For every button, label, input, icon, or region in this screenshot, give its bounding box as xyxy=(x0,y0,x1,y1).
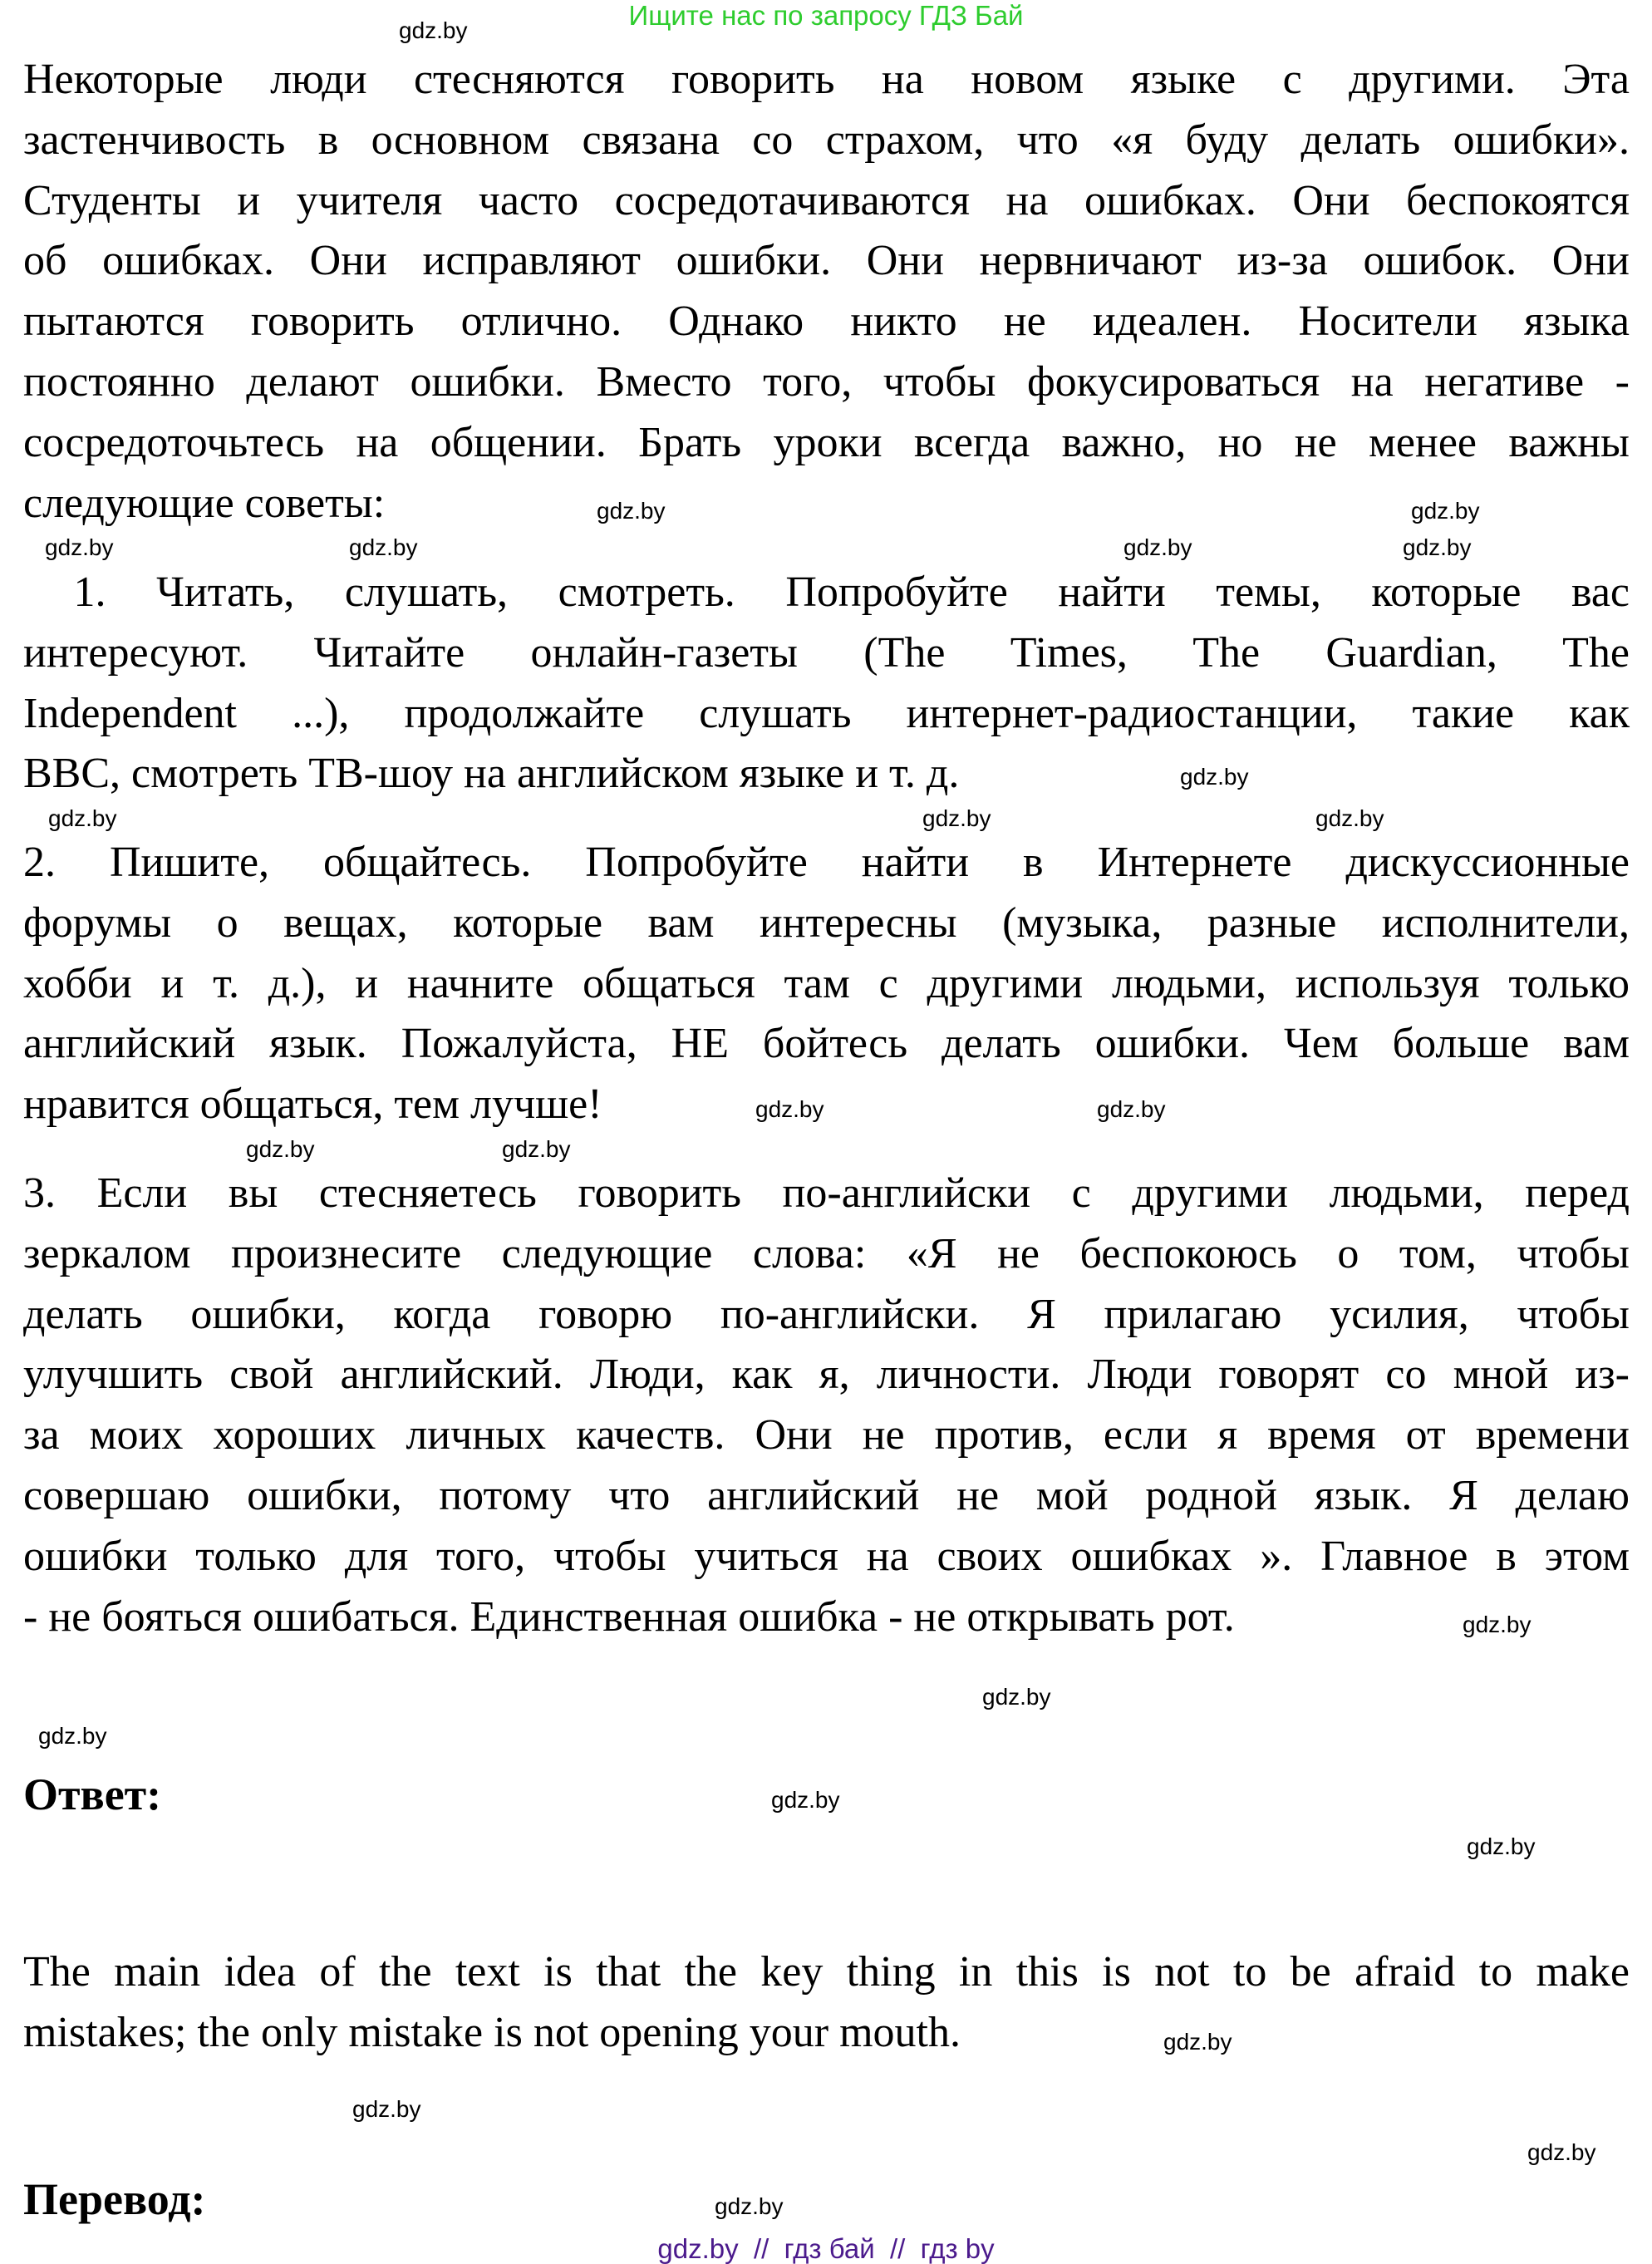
text-line: 3. Если вы стесняетесь говорить по-английски с другими людьми, перед xyxy=(23,1169,1630,1217)
text-line: mistakes; the only mistake is not opening your mouth. xyxy=(23,2008,961,2056)
watermark: gdz.by xyxy=(771,1787,840,1813)
footer-links: gdz.by // гдз бай // гдз by xyxy=(657,2233,995,2264)
text-line: пытаются говорить отлично. Однако никто не идеален. Носители языка xyxy=(23,298,1630,346)
tip-2-paragraph xyxy=(23,833,1630,1135)
text-line: следующие советы: xyxy=(23,479,386,527)
watermark: gdz.by xyxy=(352,2096,421,2122)
answer-paragraph xyxy=(23,1942,1630,2064)
watermark: gdz.by xyxy=(38,1723,107,1749)
text-line: улучшить свой английский. Люди, как я, личности. Люди говорят со мной из- xyxy=(23,1351,1630,1399)
text-line: 2. Пишите, общайтесь. Попробуйте найти в Интернете дискуссионные xyxy=(23,839,1630,886)
site-banner: Ищите нас по запросу ГДЗ Бай xyxy=(628,0,1024,31)
watermark: gdz.by xyxy=(349,534,418,560)
intro-paragraph xyxy=(23,50,1630,534)
text-line: Некоторые люди стесняются говорить на новом языке с другими. Эта xyxy=(23,56,1630,103)
watermark: gdz.by xyxy=(1123,534,1192,560)
watermark: gdz.by xyxy=(45,534,114,560)
watermark: gdz.by xyxy=(246,1136,315,1162)
tip-3-paragraph xyxy=(23,1164,1630,1647)
watermark: gdz.by xyxy=(922,805,991,831)
watermark: gdz.by xyxy=(1463,1612,1532,1637)
answer-heading: Ответ: xyxy=(23,1769,162,1819)
text-line: The main idea of the text is that the key thing in this is not to be afraid to make xyxy=(23,1948,1630,1996)
watermark: gdz.by xyxy=(1097,1096,1166,1122)
watermark: gdz.by xyxy=(597,498,666,524)
watermark: gdz.by xyxy=(1315,805,1384,831)
watermark: gdz.by xyxy=(715,2193,784,2219)
watermark: gdz.by xyxy=(755,1096,824,1122)
text-line: Студенты и учителя часто сосредотачиваются на ошибках. Они беспокоятся xyxy=(23,176,1630,224)
watermark: gdz.by xyxy=(1411,498,1480,524)
tip-1-paragraph xyxy=(23,563,1630,805)
text-line: интересуют. Читайте онлайн-газеты (The Times, The Guardian, The xyxy=(23,628,1630,677)
watermark: gdz.by xyxy=(48,805,117,831)
text-line: застенчивость в основном связана со страхом, что «я буду делать ошибки». xyxy=(23,116,1630,164)
text-line: 1. Читать, слушать, смотреть. Попробуйте найти темы, которые вас xyxy=(23,568,1630,616)
text-line: английский язык. Пожалуйста, НЕ бойтесь делать ошибки. Чем больше вам xyxy=(23,1020,1630,1068)
watermark: gdz.by xyxy=(399,17,468,43)
text-line: сосредоточьтесь на общении. Брать уроки всегда важно, но не менее важны xyxy=(23,418,1630,466)
text-line: ошибки только для того, чтобы учиться на своих ошибках ». Главное в этом xyxy=(23,1532,1630,1580)
text-line: совершаю ошибки, потому что английский не мой родной язык. Я делаю xyxy=(23,1471,1630,1519)
text-line: BBC, смотреть ТВ-шоу на английском языке и т. д. xyxy=(23,750,960,798)
translation-heading: Перевод: xyxy=(23,2174,206,2224)
text-line: нравится общаться, тем лучше! xyxy=(23,1080,602,1129)
text-line: зеркалом произнесите следующие слова: «Я не беспокоюсь о том, чтобы xyxy=(23,1229,1630,1277)
text-line: постоянно делают ошибки. Вместо того, чтобы фокусироваться на негативе - xyxy=(23,357,1630,406)
text-line: хобби и т. д.), и начните общаться там с другими людьми, используя только xyxy=(23,959,1630,1007)
text-line: Independent ...), продолжайте слушать интернет-радиостанции, такие как xyxy=(23,689,1630,737)
text-line: делать ошибки, когда говорю по-английски. Я прилагаю усилия, чтобы xyxy=(23,1290,1630,1338)
text-line: форумы о вещах, которые вам интересны (музыка, разные исполнители, xyxy=(23,898,1630,947)
watermark: gdz.by xyxy=(1180,764,1249,790)
watermark: gdz.by xyxy=(982,1684,1051,1710)
watermark: gdz.by xyxy=(1527,2139,1596,2165)
text-line: об ошибках. Они исправляют ошибки. Они нервничают из-за ошибок. Они xyxy=(23,237,1630,285)
watermark: gdz.by xyxy=(1467,1833,1536,1859)
text-line: - не бояться ошибаться. Единственная ошибка - не открывать рот. xyxy=(23,1592,1235,1641)
watermark: gdz.by xyxy=(1163,2029,1232,2055)
watermark: gdz.by xyxy=(502,1136,571,1162)
watermark: gdz.by xyxy=(1403,534,1472,560)
text-line: за моих хороших личных качеств. Они не против, если я время от времени xyxy=(23,1411,1630,1459)
